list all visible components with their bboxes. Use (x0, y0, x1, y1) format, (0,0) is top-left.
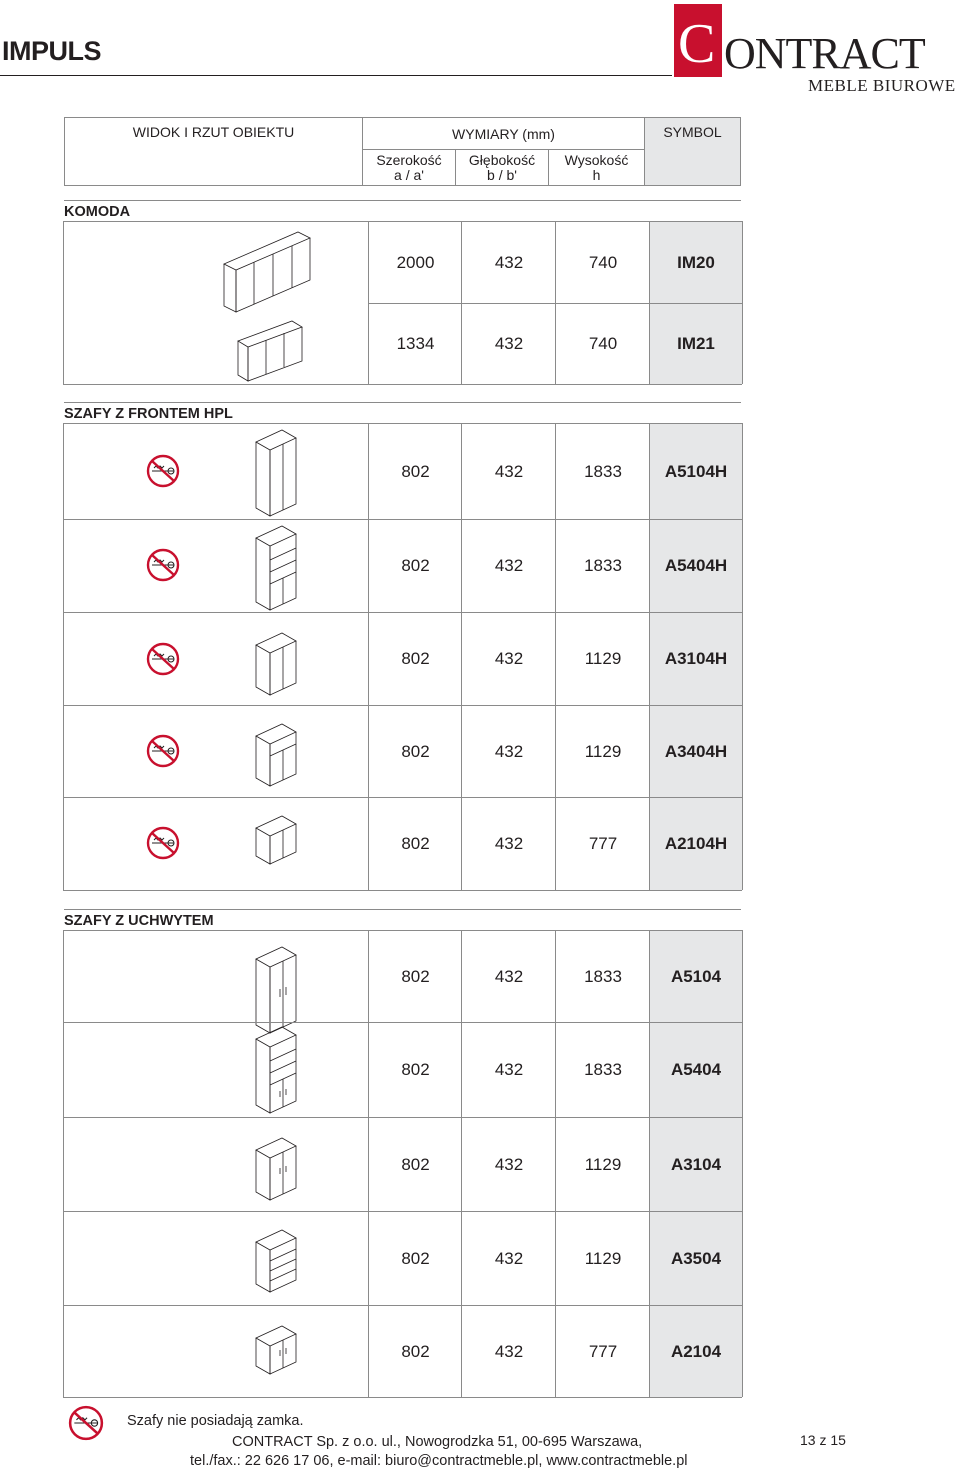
depth-cell: 432 (461, 612, 556, 705)
height-cell: 1833 (555, 1022, 650, 1117)
section-divider (64, 402, 741, 403)
table-row (64, 303, 742, 384)
row-illustration (64, 930, 368, 1022)
row-illustration (64, 705, 368, 797)
height-cell: 740 (555, 303, 650, 384)
no-lock-icon (146, 734, 180, 768)
cabinet-tall-shelves-icon (252, 524, 302, 612)
table-row (64, 519, 742, 612)
row-illustration (64, 221, 368, 303)
depth-cell: 432 (461, 423, 556, 519)
section-label: SZAFY Z FRONTEM HPL (64, 406, 233, 422)
depth-cell: 432 (461, 797, 556, 890)
height-cell: 1833 (555, 423, 650, 519)
height-cell: 1129 (555, 1211, 650, 1305)
cabinet-mid-handle-icon (252, 1136, 302, 1202)
section-label: SZAFY Z UCHWYTEM (64, 913, 214, 929)
page-title: IMPULS (2, 36, 102, 66)
footer-address: CONTRACT Sp. z o.o. ul., Nowogrodzka 51, 00-695 Warszawa, (232, 1434, 643, 1450)
width-cell: 802 (368, 423, 462, 519)
section-divider (64, 200, 741, 201)
cabinet-mid-shelf-icon (252, 722, 302, 788)
width-cell: 802 (368, 1022, 462, 1117)
header-height (549, 150, 645, 186)
width-cell: 802 (368, 705, 462, 797)
symbol-cell: A3504 (649, 1211, 743, 1305)
table-row (64, 705, 742, 797)
cabinet-low-handle-icon (252, 1324, 302, 1376)
symbol-cell: A5404H (649, 519, 743, 612)
logo-subtitle: MEBLE BIUROWE (808, 76, 956, 95)
header-width (363, 150, 456, 186)
symbol-cell: A3404H (649, 705, 743, 797)
title-divider (0, 75, 672, 76)
table-row (64, 1305, 742, 1397)
row-illustration (64, 519, 368, 612)
table-row (64, 612, 742, 705)
cabinet-mid-doors-icon (252, 631, 302, 697)
width-cell: 802 (368, 930, 462, 1022)
header-dimensions: WYMIARY (mm) (363, 118, 645, 150)
table-row (64, 221, 742, 303)
depth-cell: 432 (461, 1211, 556, 1305)
table-row (64, 1117, 742, 1211)
row-illustration (64, 303, 368, 384)
footnote: Szafy nie posiadają zamka. (127, 1413, 304, 1429)
header-table (64, 117, 741, 186)
depth-cell: 432 (461, 519, 556, 612)
header-height-label: Wysokość (564, 151, 629, 168)
symbol-cell: A5104H (649, 423, 743, 519)
no-lock-icon (146, 454, 180, 488)
no-lock-icon (68, 1405, 104, 1441)
header-width-label: Szerokość (376, 151, 442, 168)
height-cell: 777 (555, 1305, 650, 1397)
header-depth-label: Głębokość (468, 151, 536, 168)
row-illustration (64, 1022, 368, 1117)
row-illustration (64, 1305, 368, 1397)
cabinet-low-doors-icon (252, 814, 302, 866)
no-lock-icon (146, 826, 180, 860)
section-table-hpl (63, 423, 742, 891)
depth-cell: 432 (461, 930, 556, 1022)
height-cell: 1833 (555, 519, 650, 612)
row-illustration (64, 1211, 368, 1305)
table-row (64, 1022, 742, 1117)
header-symbol: SYMBOL (645, 118, 741, 186)
depth-cell: 432 (461, 221, 556, 303)
header-width-vars: a / a' (394, 166, 424, 183)
depth-cell: 432 (461, 1305, 556, 1397)
height-cell: 1833 (555, 930, 650, 1022)
page-number: 13 z 15 (800, 1432, 846, 1448)
height-cell: 1129 (555, 705, 650, 797)
symbol-cell: A3104 (649, 1117, 743, 1211)
width-cell: 802 (368, 1305, 462, 1397)
cabinet-tall-shelves-handle-icon (252, 1025, 302, 1115)
table-row (64, 423, 742, 519)
section-table-komoda (63, 221, 742, 385)
sideboard-icon (234, 319, 314, 383)
symbol-cell: IM20 (649, 221, 743, 303)
height-cell: 1129 (555, 612, 650, 705)
width-cell: 802 (368, 612, 462, 705)
symbol-cell: A5404 (649, 1022, 743, 1117)
table-row (64, 797, 742, 890)
symbol-cell: IM21 (649, 303, 743, 384)
logo-wordmark: ONTRACT (724, 29, 925, 78)
header-height-vars: h (592, 166, 601, 183)
depth-cell: 432 (461, 303, 556, 384)
width-cell: 1334 (368, 303, 462, 384)
row-illustration (64, 612, 368, 705)
table-row (64, 1211, 742, 1305)
width-cell: 802 (368, 1211, 462, 1305)
height-cell: 740 (555, 221, 650, 303)
header-depth (456, 150, 549, 186)
footer-contact: tel./fax.: 22 626 17 06, e-mail: biuro@contractmeble.pl, www.contractmeble.pl (190, 1453, 688, 1469)
width-cell: 2000 (368, 221, 462, 303)
no-lock-icon (146, 548, 180, 582)
width-cell: 802 (368, 1117, 462, 1211)
height-cell: 1129 (555, 1117, 650, 1211)
table-row (64, 930, 742, 1022)
width-cell: 802 (368, 519, 462, 612)
depth-cell: 432 (461, 1022, 556, 1117)
row-illustration (64, 1117, 368, 1211)
section-divider (64, 909, 741, 910)
symbol-cell: A3104H (649, 612, 743, 705)
depth-cell: 432 (461, 1117, 556, 1211)
header-view: WIDOK I RZUT OBIEKTU (65, 118, 363, 186)
depth-cell: 432 (461, 705, 556, 797)
symbol-cell: A5104 (649, 930, 743, 1022)
sideboard-wide-icon (214, 230, 324, 314)
header-depth-vars: b / b' (487, 166, 517, 183)
no-lock-icon (146, 642, 180, 676)
section-label: KOMODA (64, 204, 131, 220)
cabinet-tall-doors-icon (252, 428, 302, 518)
width-cell: 802 (368, 797, 462, 890)
row-illustration (64, 797, 368, 890)
section-table-handle (63, 930, 742, 1398)
row-illustration (64, 423, 368, 519)
symbol-cell: A2104 (649, 1305, 743, 1397)
bookcase-mid-icon (252, 1228, 302, 1294)
symbol-cell: A2104H (649, 797, 743, 890)
logo-initial: C (678, 13, 716, 75)
height-cell: 777 (555, 797, 650, 890)
